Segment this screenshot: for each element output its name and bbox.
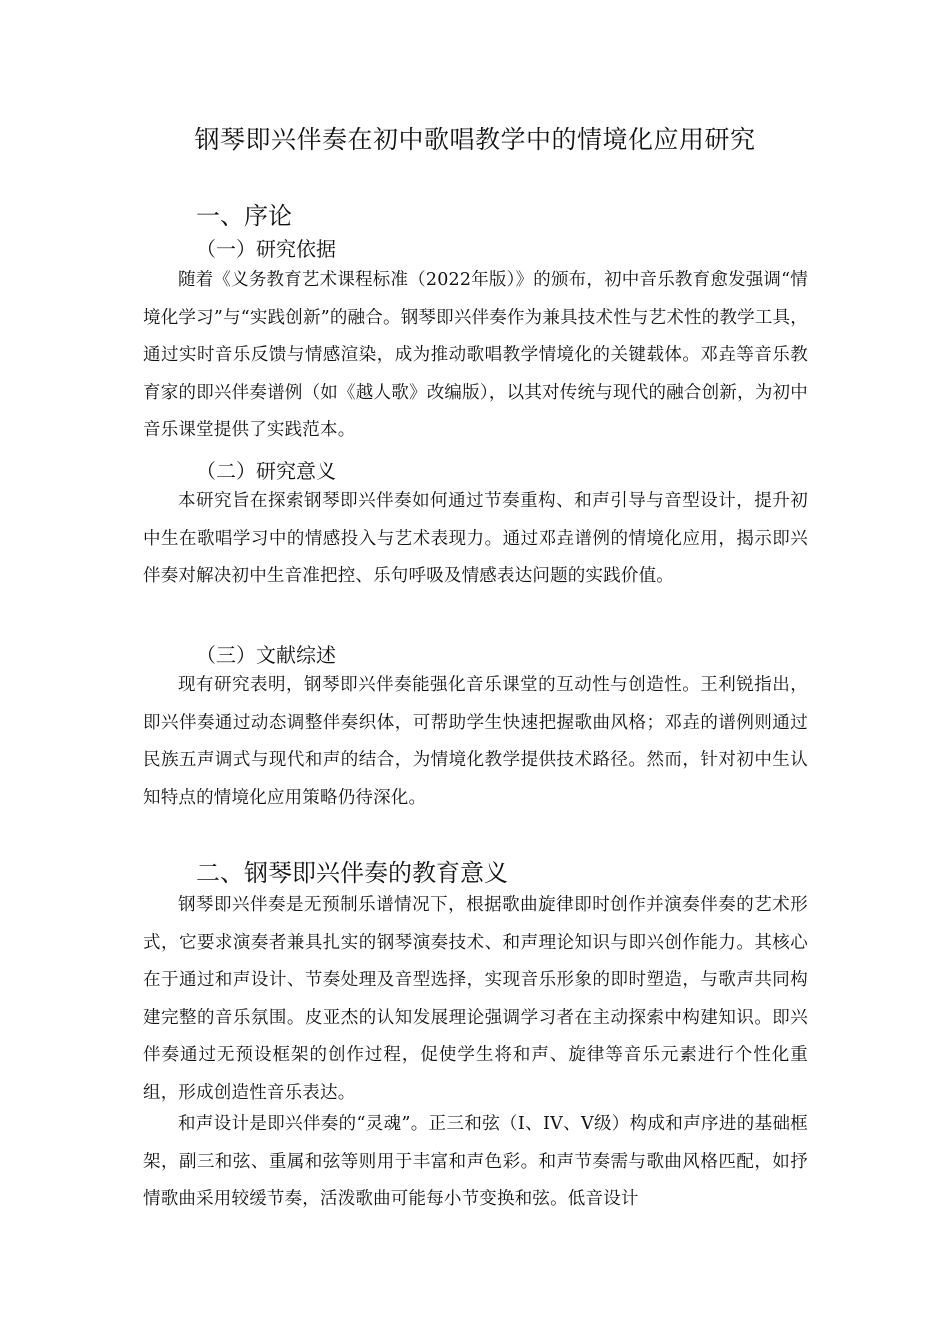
- section-heading-1: 一、序论: [196, 202, 292, 230]
- paragraph-research-basis: 随着《义务教育艺术课程标准（2022年版）》的颁布，初中音乐教育愈发强调“情境化学习”与“实践创新”的融合。钢琴即兴伴奏作为兼具技术性与艺术性的教学工具，通过实时音乐反馈与情感渲染，成为推动歌唱教学情境化的关键载体。邓垚等音乐教育家的即兴伴奏谱例（如《越人歌》改编版），以其对传统与现代的融合创新，为初中音乐课堂提供了实践范本。: [143, 270, 808, 440]
- document-title: 钢琴即兴伴奏在初中歌唱教学中的情境化应用研究: [194, 125, 756, 154]
- paragraph-educational-meaning-2: 和声设计是即兴伴奏的“灵魂”。正三和弦（I、IV、V级）构成和声序进的基础框架，副三和弦、重属和弦等则用于丰富和声色彩。和声节奏需与歌曲风格匹配，如抒情歌曲采用较缓节奏，活泼歌曲可能每小节变换和弦。低音设计: [143, 1114, 808, 1209]
- paragraph-literature-review: 现有研究表明，钢琴即兴伴奏能强化音乐课堂的互动性与创造性。王利锐指出，即兴伴奏通过动态调整伴奏织体，可帮助学生快速把握歌曲风格；邓垚的谱例则通过民族五声调式与现代和声的结合，为情境化教学提供技术路径。然而，针对初中生认知特点的情境化应用策略仍待深化。: [143, 675, 808, 808]
- paragraph-educational-meaning-1: 钢琴即兴伴奏是无预制乐谱情况下，根据歌曲旋律即时创作并演奏伴奏的艺术形式，它要求演奏者兼具扎实的钢琴演奏技术、和声理论知识与即兴创作能力。其核心在于通过和声设计、节奏处理及音型选择，实现音乐形象的即时塑造，与歌声共同构建完整的音乐氛围。皮亚杰的认知发展理论强调学习者在主动探索中构建知识。即兴伴奏通过无预设框架的创作过程，促使学生将和声、旋律等音乐元素进行个性化重组，形成创造性音乐表达。: [143, 895, 808, 1103]
- section-heading-2: 二、钢琴即兴伴奏的教育意义: [196, 859, 508, 887]
- subsection-heading-1-2: （二）研究意义: [196, 459, 336, 483]
- subsection-heading-1-3: （三）文献综述: [196, 643, 336, 667]
- subsection-heading-1-1: （一）研究依据: [196, 237, 336, 261]
- paragraph-research-significance: 本研究旨在探索钢琴即兴伴奏如何通过节奏重构、和声引导与音型设计，提升初中生在歌唱学习中的情感投入与艺术表现力。通过邓垚谱例的情境化应用，揭示即兴伴奏对解决初中生音准把控、乐句呼吸及情感表达问题的实践价值。: [143, 491, 808, 586]
